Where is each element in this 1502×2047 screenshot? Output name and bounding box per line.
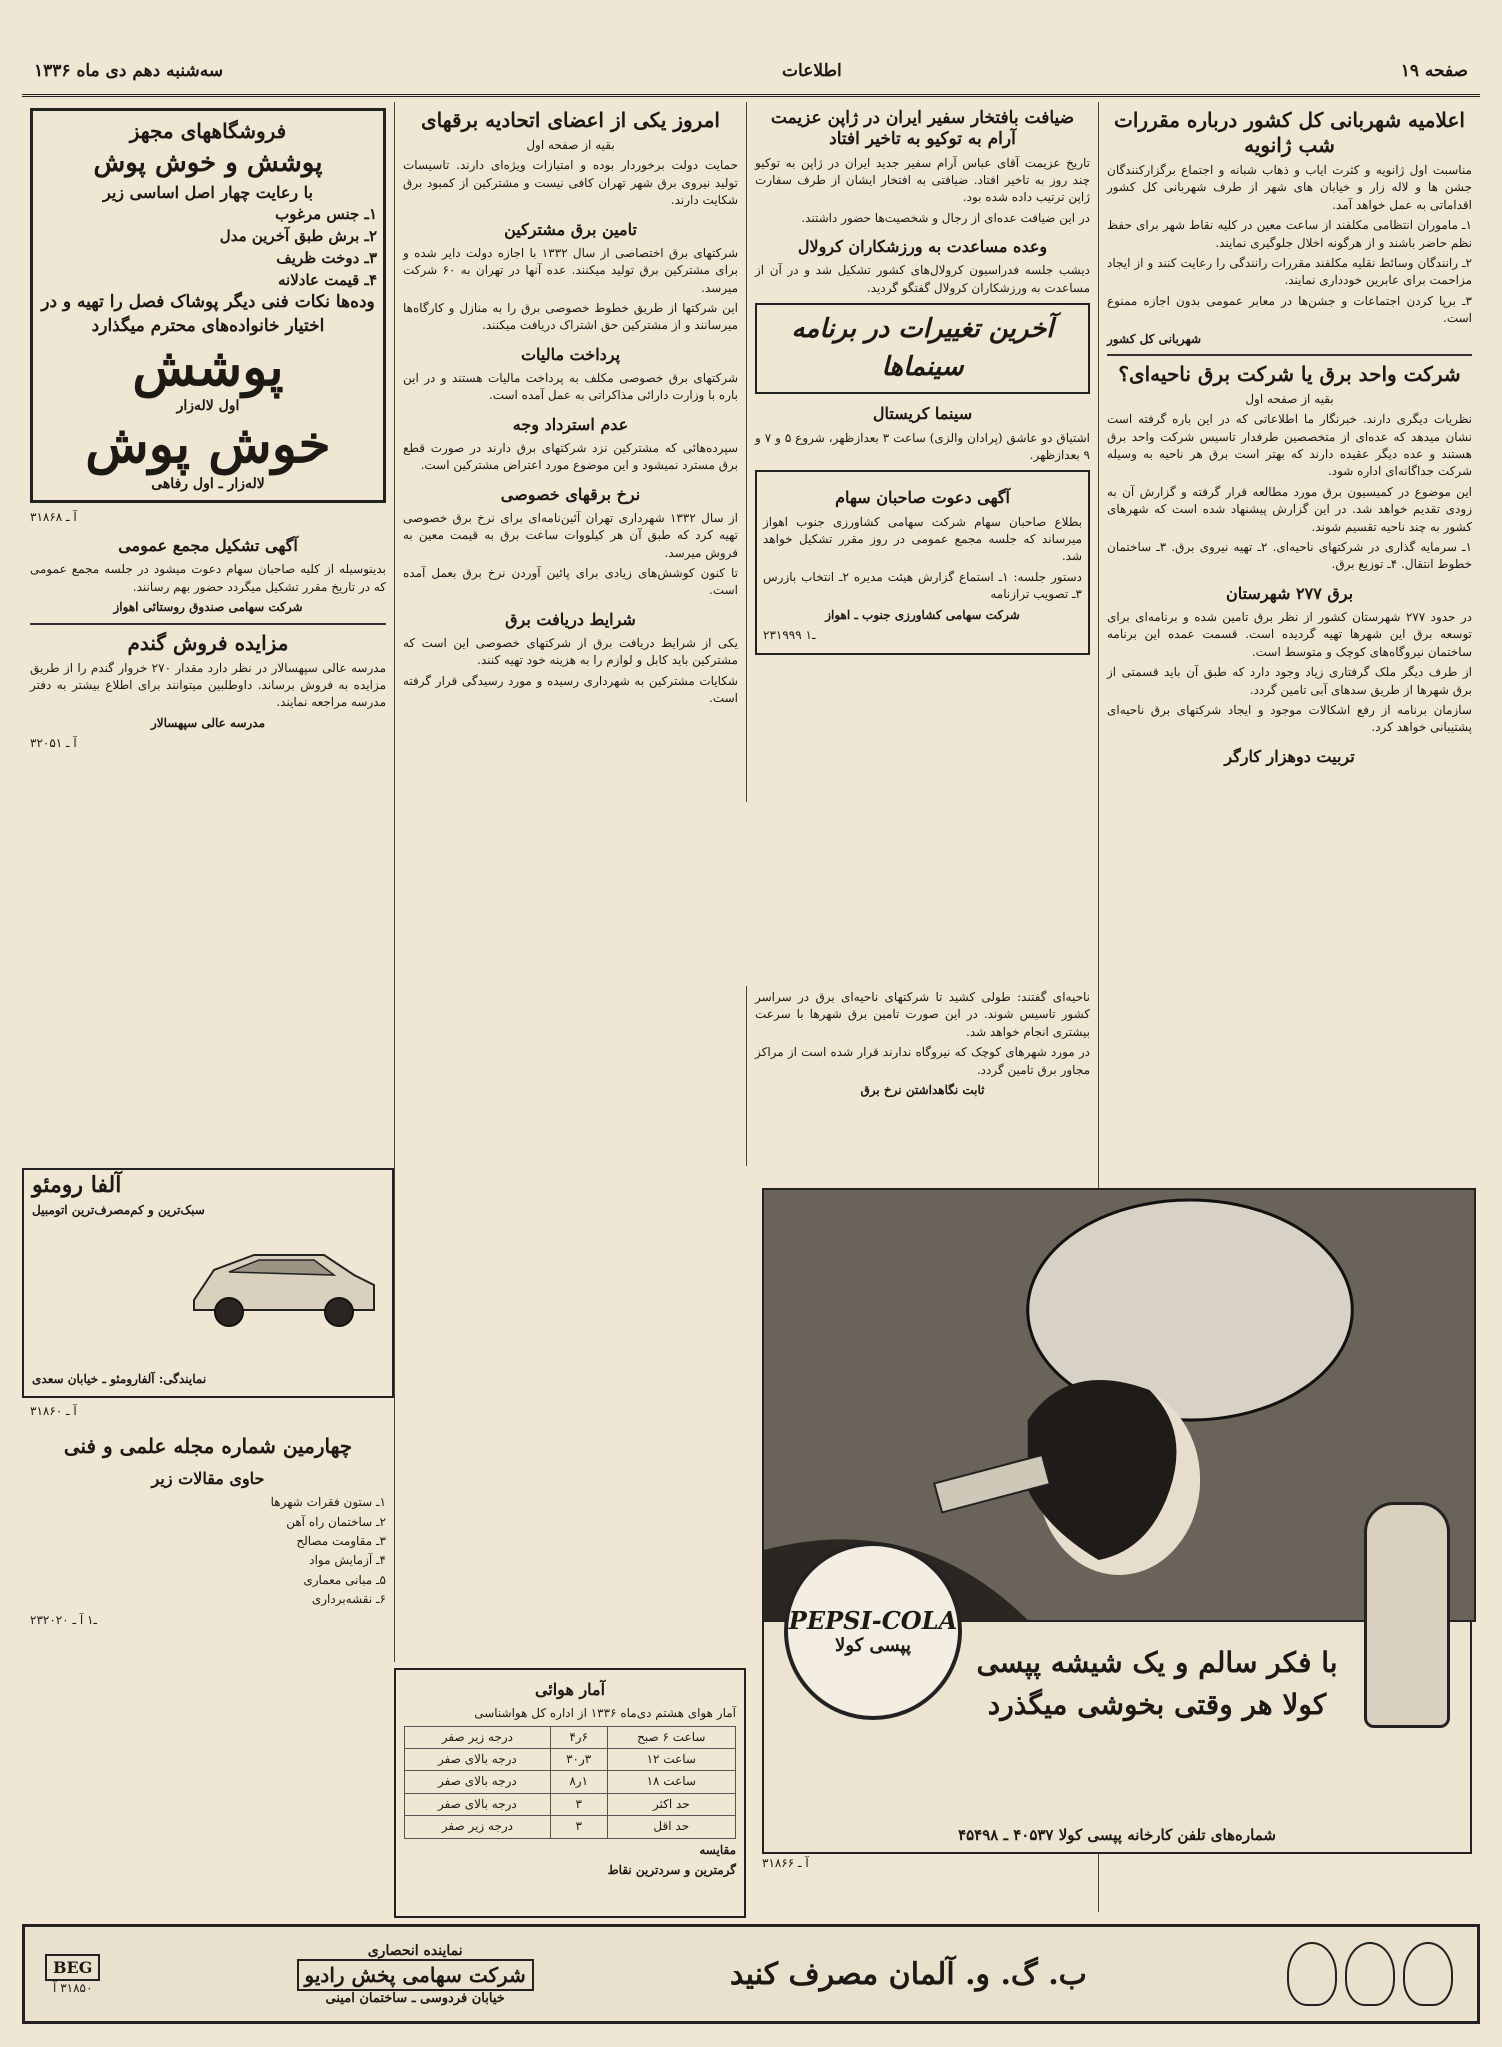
magazine-title: چهارمین شماره مجله علمی و فنی: [63, 1434, 353, 1458]
car-tag: سبک‌ترین و کم‌مصرف‌ترین اتومبیل: [32, 1202, 205, 1217]
magazine-box: [22, 1428, 394, 1718]
ad-sub: با رعایت چهار اصل اساسی زیر: [103, 183, 313, 203]
notice-title: آگهی تشکیل مجمع عمومی: [118, 536, 298, 556]
shop-addr-1: اول لاله‌زار: [176, 398, 240, 415]
shop-name-2: خوش پوش: [85, 414, 331, 476]
headline-277: برق ۲۷۷ شهرستان: [1225, 583, 1354, 603]
ref-num: آ ـ ۳۱۸۶۰: [30, 1404, 77, 1418]
table-row: حد اکثر ۳ درجه بالای صفر: [405, 1793, 736, 1815]
list-item: ۱ـ ستون فقرات شهرها: [270, 1495, 386, 1510]
weather-intro: آمار هوای هشتم دی‌ماه ۱۳۳۶ از اداره کل هواشناسی: [474, 1706, 736, 1721]
bottom-ad-brand: ب. گ. و. آلمان مصرف کنید: [729, 1956, 1087, 1992]
table-row: ساعت ۶ صبح ۶ر۴ درجه زیر صفر: [405, 1726, 736, 1748]
table-row: ساعت ۱۸ ۱ر۸ درجه بالای صفر: [405, 1771, 736, 1793]
ref-num: آ ـ ۳۱۸۶۸: [30, 509, 77, 524]
pepsi-phones: شماره‌های تلفن کارخانه پپسی کولا ۴۰۵۳۷ ـ ۴۵۴۹۸: [958, 1826, 1276, 1844]
ad-item: ۲ـ برش طبق آخرین مدل: [219, 227, 377, 246]
ad-tail: وده‌ها نکات فنی دیگر پوشاک فصل را تهیه و در اختیار خانواده‌های محترم میگذارد: [41, 292, 375, 337]
pepsi-bottom: [762, 1606, 1472, 1854]
company-name: شرکت سهامی کشاورزی جنوب ـ اهواز: [825, 607, 1020, 622]
headline-embassy: ضیافت بافتخار سفیر ایران در ژاپن عزیمت آرام به توکیو به تاخیر افتاد: [770, 108, 1075, 150]
pepsi-ad: [762, 1188, 1472, 1878]
bulb-icon: [1345, 1942, 1395, 2006]
car-dealer: نمایندگی: آلفارومئو ـ خیابان سعدی: [32, 1371, 207, 1386]
car-illustration: [184, 1230, 384, 1340]
weather-compare: مقایسه: [699, 1842, 736, 1857]
ad-item: ۳ـ دوخت ظریف: [276, 248, 377, 267]
bottom-ad-company: [297, 1943, 534, 2006]
ref-num: آ ـ ۳۲۰۵۱: [30, 736, 77, 751]
ref-num: آ ـ ۳۱۸۶۶: [762, 1856, 809, 1870]
subhead-3: عدم استرداد وجه: [512, 414, 629, 434]
shop-addr-2: لاله‌زار ـ اول رفاهی: [151, 475, 265, 492]
column-2: ضیافت بافتخار سفیر ایران در ژاپن عزیمت آرام به توکیو به تاخیر افتاد تاریخ عزیمت آقای عباس آرام سفیر جدید ایران در ژاپن به توکیو چند روز به تاخیر افتاد. ضیافتی به افتخار ایشان از طرف سفارت ژاپن ترتیب داده شده بود. در این ضیافت عده‌ای از رجال و شخصیت‌ها حضور داشتند. وعده مساعدت به ورزشکاران کرولال دیشب جلسه فدراسیون کرولال‌های کشور تشکیل شد و در آن از مساعدت به ورزشکاران کرولال گفتگو گردید. آخرین تغییرات در برنامه سینماها سینما کریستال اشتیاق دو عاشق (پرادان والزی) ساعت ۳ بعدازظهر، شروع ۵ و ۷ و ۹ بعدازظهر. آگهی دعوت صاحبان سهام بطلاع صاحبان سهام شرکت سهامی کشاورزی جنوب اهواز میرساند که جلسه مجمع عمومی در روز مقرر تشکیل خواهد شد. دستور جلسه: ۱ـ استماع گزارش هیئت مدیره ۲ـ انتخاب بازرس ۳ـ تصویب ترازنامه شرکت سهامی کشاورزی جنوب ـ اهواز ۲ـ۱ ۳۱۹۹۹: [746, 102, 1098, 802]
headline-workers: تربیت دوهزار کارگر: [1224, 746, 1355, 766]
subhead-4: نرخ برقهای خصوصی: [500, 484, 641, 504]
column-2-lower: ناحیه‌ای گفتند: طولی کشید تا شرکتهای ناحیه‌ای برق در سراسر کشور تاسیس شوند. در این صورت تامین برق شهرها با سرعت بیشتری انجام خواهد شد. در مورد شهرهای کوچک که نیروگاه ندارند قرار شده است از مراکز مجاور برق تامین گردد. ثابت نگاهداشتن نرخ برق: [746, 986, 1098, 1166]
paper-name: اطلاعات: [782, 61, 842, 81]
car-brand: آلفا رومئو: [32, 1172, 122, 1198]
list-item: ۳ـ مقاومت مصالح: [296, 1533, 386, 1548]
table-row: حد اقل ۳ درجه زیر صفر: [405, 1816, 736, 1838]
clothing-ad: [30, 108, 386, 503]
masthead: [22, 48, 1480, 97]
magazine-sub: حاوی مقالات زیر: [151, 1469, 265, 1488]
pepsi-logo-fa: پپسی کولا: [835, 1635, 911, 1656]
school-name: مدرسه عالی سپهسالار: [150, 715, 266, 730]
cont-note: بقیه از صفحه اول: [1245, 391, 1334, 406]
bulb-icon: [1287, 1942, 1337, 2006]
beg-logo-text: BEG: [45, 1954, 100, 1981]
car-ad: [22, 1168, 394, 1398]
column-1: اعلامیه شهربانی کل کشور درباره مقررات شب ژانویه مناسبت اول ژانویه و کثرت ایاب و ذهاب شبانه و اجتماع برگزارکنندگان جشن ها و لاله زار و خیابان های شهر از طرف شهربانی کل کشور اقداماتی به عمل خواهد آمد. ۱ـ ماموران انتظامی مکلفند از ساعت معین در کلیه نقاط شهر برای حفظ نظم حاضر باشند و از هرگونه اخلال جلوگیری نمایند. ۲ـ رانندگان وسائط نقلیه مکلفند مقررات رانندگی را رعایت کنند و از ایجاد مزاحمت برای عابرین خودداری نمایند. ۳ـ برپا کردن اجتماعات و جشن‌ها در معابر عمومی بدون اجازه ممنوع است. شهربانی کل کشور شرکت واحد برق یا شرکت برق ناحیه‌ای؟ بقیه از صفحه اول نظریات دیگری دارند. خبرنگار ما اطلاعاتی که در این باره گرفته است نشان میدهد که عده‌ای از متخصصین طرفدار تاسیس شرکت واحد برق هستند و عده دیگر عقیده دارند که بهتر است برق هر ناحیه به وسیله شرکت جداگانه‌ای اداره شود. این موضوع در کمیسیون برق مورد مطالعه قرار گرفته و گزارش آن به زودی تقدیم خواهد شد. در این گزارش پیشنهاد شده است که شهرهای کشور به چند ناحیه تقسیم شوند. ۱ـ سرمایه گذاری در شرکتهای ناحیه‌ای. ۲ـ تهیه نیروی برق. ۳ـ ساختمان خطوط انتقال. ۴ـ توزیع برق. برق ۲۷۷ شهرستان در حدود ۲۷۷ شهرستان کشور از نظر برق تامین شده و برنامه‌ای برای توسعه برق این شهرها تهیه گردیده است. قسمت عمده این برنامه ساختمان نیروگاه‌های کوچک و متوسط است. از طرف دیگر ملک گرفتاری زیاد وجود دارد که طبق آن باید قسمتی از برق شهرها از طریق سدهای آبی تامین گردد. سازمان برنامه از رفع اشکالات موجود و ایجاد شرکتهای برق ناحیه‌ای پشتیبانی خواهد کرد. تربیت دوهزار کارگر: [1098, 102, 1480, 1912]
cont-note-3: بقیه از صفحه اول: [526, 138, 615, 152]
issue-date: سه‌شنبه دهم دی ماه ۱۳۳۶: [34, 61, 224, 81]
headline-police: اعلامیه شهربانی کل کشور درباره مقررات شب ژانویه: [1114, 108, 1465, 157]
headline-electric: شرکت واحد برق یا شرکت برق ناحیه‌ای؟: [1118, 361, 1461, 386]
bottom-ad-text: [730, 1957, 1087, 1992]
company-name: شرکت سهامی صندوق روستائی اهواز: [113, 600, 303, 615]
weather-box: [394, 1668, 746, 1918]
headline-union: امروز یکی از اعضای اتحادیه برقهای: [421, 108, 720, 132]
pepsi-bottle: [1364, 1502, 1450, 1728]
list-item: ۵ـ مبانی معماری: [303, 1572, 386, 1587]
list-item: ۲ـ ساختمان راه آهن: [286, 1514, 386, 1529]
ref-num: ۲ـ۱ آ ـ ۳۲۰۲۰: [30, 1612, 97, 1627]
subhead-5: شرایط دریافت برق: [505, 609, 636, 629]
subhead-2: پرداخت مالیات: [520, 344, 621, 364]
article-police: مناسبت اول ژانویه و کثرت ایاب و ذهاب شبانه و اجتماع برگزارکنندگان جشن ها و لاله زار و خیابان های شهر از طرف شهربانی کل کشور اقداماتی به عمل خواهد آمد.: [1107, 163, 1472, 212]
shop-name-1: پوشش: [132, 336, 284, 398]
ad-title: فروشگاههای مجهز: [129, 119, 287, 143]
ref-num: ۲ـ۱ ۳۱۹۹۹: [763, 627, 816, 642]
cinema-name: سینما کریستال: [872, 404, 973, 424]
weather-table: [404, 1726, 736, 1839]
bulbs-group: [1283, 1942, 1457, 2006]
signoff: شهربانی کل کشور: [1107, 331, 1202, 346]
ad-item: ۱ـ جنس مرغوب: [275, 205, 377, 224]
table-row: ساعت ۱۲ ۳ر۳۰ درجه بالای صفر: [405, 1748, 736, 1770]
cinema-banner-title: آخرین تغییرات در برنامه سینماها: [791, 314, 1054, 382]
subhead-1: تامین برق مشترکین: [504, 219, 637, 239]
column-3: امروز یکی از اعضای اتحادیه برقهای بقیه از صفحه اول حمایت دولت برخوردار بوده و امتیازات ویژه‌ای دارند. تاسیسات تولید نیروی برق شهر تهران کافی نیست و مشترکین از کمبود برق شکایت دارند. تامین برق مشترکین شرکتهای برق اختصاصی از سال ۱۳۳۲ با اجازه دولت دایر شده و برای مشترکین برق تولید میکنند. عده آنها در تهران به ۶۰ شرکت میرسد. این شرکتها از طریق خطوط خصوصی برق را به منازل و کارگاه‌ها میرسانند و از مشترکین حق اشتراک دریافت میکنند. پرداخت مالیات شرکتهای برق خصوصی مکلف به پرداخت مالیات هستند و در این باره با وزارت دارائی مذاکراتی به عمل آمده است. عدم استرداد وجه سپرده‌هائی که مشترکین نزد شرکتهای برق دارند در صورت قطع برق مسترد نمیشود و این موضوع مورد اعتراض مشترکین است. نرخ برقهای خصوصی از سال ۱۳۳۲ شهرداری تهران آئین‌نامه‌ای برای نرخ برق خصوصی تهیه کرد که طبق آن هر کیلووات ساعت برق به قیمت معین به فروش میرسد. تا کنون کوشش‌های زیادی برای پائین آوردن نرخ برق بعمل آمده است. شرایط دریافت برق یکی از شرایط دریافت برق از شرکتهای خصوصی این است که مشترکین باید کابل و لوازم را به هزینه خود تهیه کنند. شکایات مشترکین به شهرداری رسیده و مورد رسیدگی قرار گرفته است.: [394, 102, 746, 1662]
page-number: صفحه ۱۹: [1400, 61, 1468, 81]
pepsi-slogan: با فکر سالم و یک شیشه پپسی کولا هر وقتی بخوشی میگذرد: [976, 1646, 1338, 1721]
ad-item: ۴ـ قیمت عادلانه: [278, 270, 377, 289]
bulb-icon: [1403, 1942, 1453, 2006]
rep-label: نماینده انحصاری: [367, 1942, 463, 1959]
auction-title: مزایده فروش گندم: [127, 630, 289, 655]
pepsi-cap: [784, 1542, 962, 1720]
beg-logo: [45, 1954, 100, 1995]
shareholders-notice: آگهی دعوت صاحبان سهام بطلاع صاحبان سهام شرکت سهامی کشاورزی جنوب اهواز میرساند که جلسه مجمع عمومی در روز مقرر تشکیل خواهد شد. دستور جلسه: ۱ـ استماع گزارش هیئت مدیره ۲ـ انتخاب بازرس ۳ـ تصویب ترازنامه شرکت سهامی کشاورزی جنوب ـ اهواز ۲ـ۱ ۳۱۹۹۹: [755, 470, 1090, 655]
newspaper-page: [22, 18, 1480, 2030]
company-name: شرکت سهامی پخش رادیو: [297, 1959, 534, 1991]
company-address: خیابان فردوسی ـ ساختمان امینی: [325, 1990, 505, 2006]
ad-brand: پوشش و خوش پوش: [93, 148, 323, 178]
bottom-radio-ad: [22, 1924, 1480, 2024]
column-4: فروشگاههای مجهز پوشش و خوش پوش با رعایت چهار اصل اساسی زیر ۱ـ جنس مرغوب ۲ـ برش طبق آخرین مدل ۳ـ دوخت ظریف ۴ـ قیمت عادلانه وده‌ها نکات فنی دیگر پوشاک فصل را تهیه و در اختیار خانواده‌های محترم میگذارد پوشش اول لاله‌زار خوش پوش لاله‌زار ـ اول رفاهی آ ـ ۳۱۸۶۸ آگهی تشکیل مجمع عمومی بدینوسیله از کلیه صاحبان سهام دعوت میشود در جلسه مجمع عمومی که در تاریخ مقرر تشکیل میگردد حضور بهم رسانند. شرکت سهامی صندوق روستائی اهواز مزایده فروش گندم مدرسه عالی سپهسالار در نظر دارد مقدار ۲۷۰ خروار گندم را از طریق مزایده به فروش برساند. داوطلبین میتوانند برای اطلاع بیشتر به دفتر مدرسه مراجعه نمایند. مدرسه عالی سپهسالار آ ـ ۳۲۰۵۱: [22, 102, 394, 1162]
pepsi-logo: PEPSI-COLA: [788, 1606, 958, 1635]
list-item: ۶ـ نقشه‌برداری: [311, 1592, 386, 1607]
list-item: ۴ـ آزمایش مواد: [309, 1553, 386, 1568]
notice-title: آگهی دعوت صاحبان سهام: [835, 488, 1010, 508]
ref-num: ۳۱۸۵۰ آ: [53, 1980, 93, 1995]
weather-tail: گرمترین و سردترین نقاط: [607, 1862, 736, 1877]
cinema-banner: [755, 303, 1090, 394]
weather-title: آمار هوائی: [534, 1680, 606, 1699]
headline-deaf: وعده مساعدت به ورزشکاران کرولال: [797, 237, 1048, 257]
